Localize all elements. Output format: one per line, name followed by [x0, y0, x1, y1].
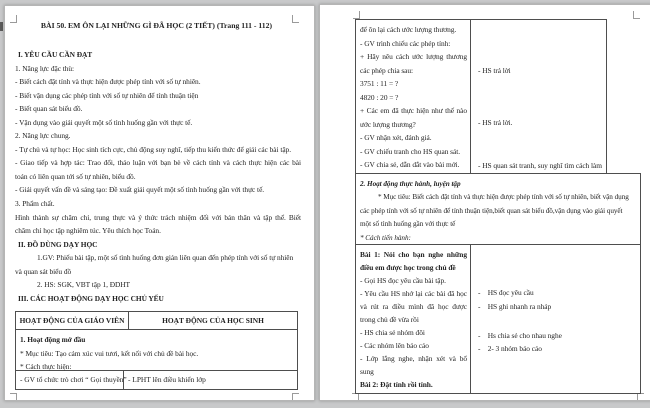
text-line: 1. Năng lực đặc thù: [15, 63, 75, 73]
text-line: 3. Phẩm chất. [15, 199, 55, 209]
text-line: một số tình huống gần với thực tế [360, 220, 456, 229]
text-line: * Mục tiêu: Biết cách đặt tính và thực hiện được phép tính với số tự nhiên, biết vận dụng [378, 193, 629, 202]
text-line: và rút ra điều mình đã học được [360, 302, 467, 311]
table-row [16, 371, 297, 389]
text-line: - Các nhóm lên báo cáo [360, 341, 429, 350]
text-line: các phép tính với số tự nhiên để tính thuận tiện,biết quan sát biểu đồ,vận dụng vào giải quyết [360, 206, 623, 215]
text-line: toán có liên quan tới số tự nhiên, biểu đồ. [15, 171, 136, 181]
text-line: - GV nhận xét, đánh giá. [360, 133, 432, 143]
text-line: Bài 1: Nói cho bạn nghe những [360, 250, 467, 259]
text-line: * Mục tiêu: Tạo cảm xúc vui tươi, kết nối với chủ đề bài học. [20, 348, 199, 358]
table-row-practice-intro [355, 173, 641, 245]
text-line: II. ĐỒ DÙNG DẠY HỌC [18, 239, 98, 249]
lesson-title: BÀI 50. EM ÔN LẠI NHỮNG GÌ ĐÃ HỌC (2 TIẾT) (Trang 111 - 112) [40, 21, 273, 30]
text-line: - HS quan sát tranh, suy nghĩ tìm cách làm [478, 161, 602, 170]
teacher-cell [356, 245, 471, 393]
text-line: - Gọi HS đọc yêu cầu bài tập. [360, 276, 446, 285]
document-page-left[interactable] [4, 5, 315, 401]
text-line: để ôn lại cách ước lượng thương. [360, 25, 457, 34]
text-line: - 2- 3 nhóm báo cáo [478, 344, 542, 353]
margin-mark-icon [10, 393, 17, 401]
lesson-body-text [15, 48, 301, 305]
text-line: 2. Hoạt động thực hành, luyện tập [360, 180, 461, 188]
student-cell [471, 20, 606, 173]
text-line: - Lớp lắng nghe, nhận xét và bổ [360, 354, 467, 363]
text-line: Bài 2: Đặt tính rồi tính. [360, 380, 433, 389]
text-line: - Hs chia sẻ cho nhau nghe [478, 331, 562, 340]
teacher-cell: - GV tổ chức trò chơi “ Gọi thuyền” [16, 371, 124, 389]
student-cell: - LPHT lên điều khiển lớp [128, 375, 206, 384]
text-line: - Yêu cầu HS nhớ lại các bài đã học [360, 289, 467, 298]
edge-artifact [0, 22, 3, 31]
text-line: - Biết cách đặt tính và thực hiện được phép tính với số tự nhiên. [15, 77, 201, 87]
student-cell [471, 245, 640, 393]
text-line: - Tự chủ và tự học: Học sinh tích cực, chủ động suy nghĩ, tiếp thu kiến thức để giải các bài tập. [15, 144, 292, 154]
text-line: - Biết vận dụng các phép tính với số tự nhiên để tính thuận tiện [15, 90, 199, 100]
header-teacher-activities: HOẠT ĐỘNG CỦA GIÁO VIÊN [16, 312, 129, 329]
text-line: 1.GV: Phiếu bài tập, một số tình huống đơn giản liên quan đến phép tính với số tự nhiên [37, 253, 294, 263]
document-page-right[interactable] [319, 4, 650, 401]
text-line: III. CÁC HOẠT ĐỘNG DẠY HỌC CHỦ YẾU [18, 293, 164, 303]
teacher-cell [356, 20, 471, 173]
text-line: + Hãy nêu cách ước lượng thương [360, 52, 467, 62]
text-line: điều em được học trong chủ đề [360, 263, 456, 272]
text-line: I. YÊU CẦU CẦN ĐẠT [18, 50, 93, 59]
text-line: - Giao tiếp và hợp tác: Trao đổi, thảo luận với bạn bè về cách tính và cách thực hiện các bài [15, 158, 301, 168]
text-line: và quan sát biểu đồ [15, 266, 72, 276]
text-line: trong chủ đề vừa rồi [360, 315, 419, 324]
activities-table [15, 311, 298, 390]
text-line: - HS trả lời [478, 66, 511, 75]
text-line: - Vận dụng vào giải quyết một số tình huống gần với thực tế. [15, 117, 193, 127]
activities-table-header [16, 312, 297, 330]
text-line: * Cách thực hiện: [20, 362, 72, 372]
text-line: 1. Hoạt động mở đầu [20, 335, 86, 344]
text-line: - GV chia sẻ, dẫn dắt vào bài mới. [360, 160, 460, 170]
margin-mark-icon [633, 11, 640, 19]
table-row-exercise1 [355, 244, 641, 394]
table-row-warmup-continued [355, 19, 607, 174]
text-line: - HS chia sẻ nhóm đôi [360, 328, 425, 337]
header-student-activities: HOẠT ĐỘNG CỦA HỌC SINH [162, 316, 264, 325]
margin-mark-icon [637, 393, 644, 401]
text-line: - HS đọc yêu cầu [478, 288, 534, 297]
text-line: - HS trả lời. [478, 118, 513, 127]
text-line: các phép chia sau: [360, 65, 414, 75]
text-line: - Giải quyết vấn đề và sáng tạo: Đề xuất giải quyết một số tình huống gần với thực tế. [15, 185, 265, 195]
text-line: 2. HS: SGK, VBT tập 1, ĐDHT [37, 280, 131, 290]
text-line: * Cách tiến hành: [360, 233, 411, 242]
text-line: 4820 : 20 = ? [360, 92, 399, 102]
activity-intro-cell [16, 330, 297, 371]
text-line: + Các em đã thực hiện như thế nào [360, 106, 467, 116]
text-line: - Biết quan sát biểu đồ. [15, 104, 83, 114]
text-line: 2. Năng lực chung. [15, 131, 71, 141]
text-line: sung [360, 367, 374, 376]
text-line: - HS ghi nhanh ra nháp [478, 302, 552, 311]
text-line: - GV chiếu tranh cho HS quan sát. [360, 146, 461, 156]
margin-mark-icon [292, 393, 299, 401]
text-line: 3751 : 11 = ? [360, 79, 399, 89]
text-line: chăm chỉ học tập nghiêm túc. Yêu thích học Toán. [15, 226, 161, 236]
text-line: ước lượng thương? [360, 119, 416, 129]
text-line: Hình thành sự chăm chỉ, trung thực và ý thức trách nhiệm đối với bản thân và tập thể. Biết [15, 212, 301, 222]
margin-mark-icon [353, 11, 360, 19]
margin-mark-icon [352, 393, 359, 401]
text-line: - GV trình chiếu các phép tính: [360, 38, 451, 48]
